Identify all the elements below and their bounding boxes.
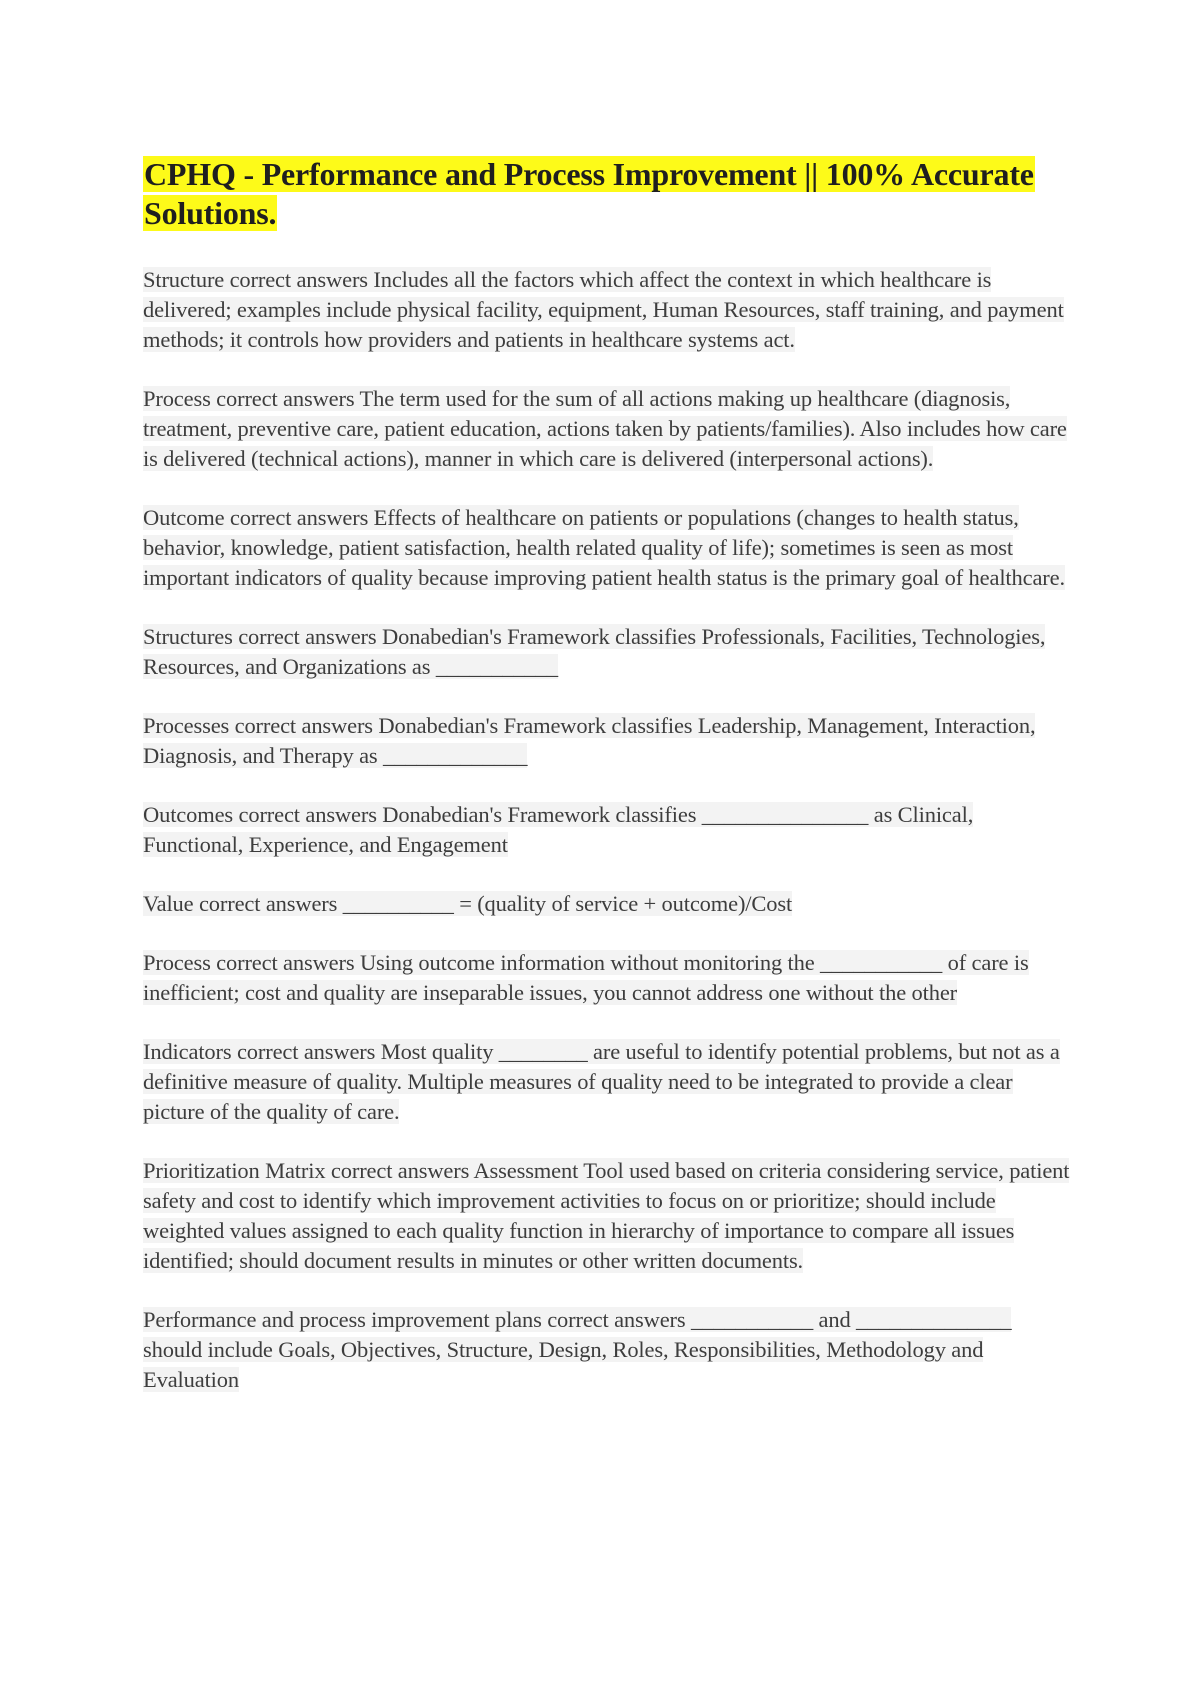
qa-entry-value — [143, 889, 1073, 919]
document-page — [143, 155, 1073, 1424]
qa-entry-processes — [143, 711, 1073, 771]
qa-entry-indicators — [143, 1037, 1073, 1127]
entry-text: Process correct answers The term used for the sum of all actions making up healthcare (diagnosis, treatment, preventive care, patient education, actions taken by patients/families). Also includes how care is delivered (technical actions), manner in which care is delivered (interpersonal actions). — [143, 386, 1067, 471]
entry-text: Outcome correct answers Effects of healthcare on patients or populations (changes to health status, behavior, knowledge, patient satisfaction, health related quality of life); sometimes is seen as most important indicators of quality because improving patient health status is the primary goal of healthcare. — [143, 505, 1065, 590]
qa-entry-outcome — [143, 503, 1073, 593]
entry-text: Structures correct answers Donabedian's Framework classifies Professionals, Facilities, Technologies, Resources, and Organizations as ___________ — [143, 624, 1046, 679]
qa-entry-process-monitoring — [143, 948, 1073, 1008]
document-title — [143, 155, 1073, 233]
entry-text: Performance and process improvement plans correct answers ___________ and ______________ should include Goals, Objectives, Structure, Design, Roles, Responsibilities, Methodology and Evaluation — [143, 1307, 1012, 1392]
entry-text: Process correct answers Using outcome information without monitoring the ___________ of care is inefficient; cost and quality are inseparable issues, you cannot address one without the other — [143, 950, 1029, 1005]
qa-entry-structures — [143, 622, 1073, 682]
qa-entry-prioritization-matrix — [143, 1156, 1073, 1276]
qa-entry-structure — [143, 265, 1073, 355]
entry-text: Processes correct answers Donabedian's Framework classifies Leadership, Management, Interaction, Diagnosis, and Therapy as _____________ — [143, 713, 1036, 768]
entry-text: Prioritization Matrix correct answers Assessment Tool used based on criteria considering service, patient safety and cost to identify which improvement activities to focus on or prioritize; should include weighted values assigned to each quality function in hierarchy of importance to compare all issues identified; should document results in minutes or other written documents. — [143, 1158, 1070, 1273]
entry-text: Structure correct answers Includes all the factors which affect the context in which healthcare is delivered; examples include physical facility, equipment, Human Resources, staff training, and payment methods; it controls how providers and patients in healthcare systems act. — [143, 267, 1064, 352]
qa-entry-improvement-plans — [143, 1305, 1073, 1395]
qa-entry-process — [143, 384, 1073, 474]
entry-text: Value correct answers __________ = (quality of service + outcome)/Cost — [143, 891, 793, 916]
qa-entry-outcomes — [143, 800, 1073, 860]
entry-text: Indicators correct answers Most quality ________ are useful to identify potential problems, but not as a definitive measure of quality. Multiple measures of quality need to be integrated to provide a clear picture of the quality of care. — [143, 1039, 1060, 1124]
entry-text: Outcomes correct answers Donabedian's Framework classifies _______________ as Clinical, Functional, Experience, and Engagement — [143, 802, 974, 857]
title-highlight: CPHQ - Performance and Process Improvement || 100% Accurate Solutions. — [144, 156, 1034, 231]
